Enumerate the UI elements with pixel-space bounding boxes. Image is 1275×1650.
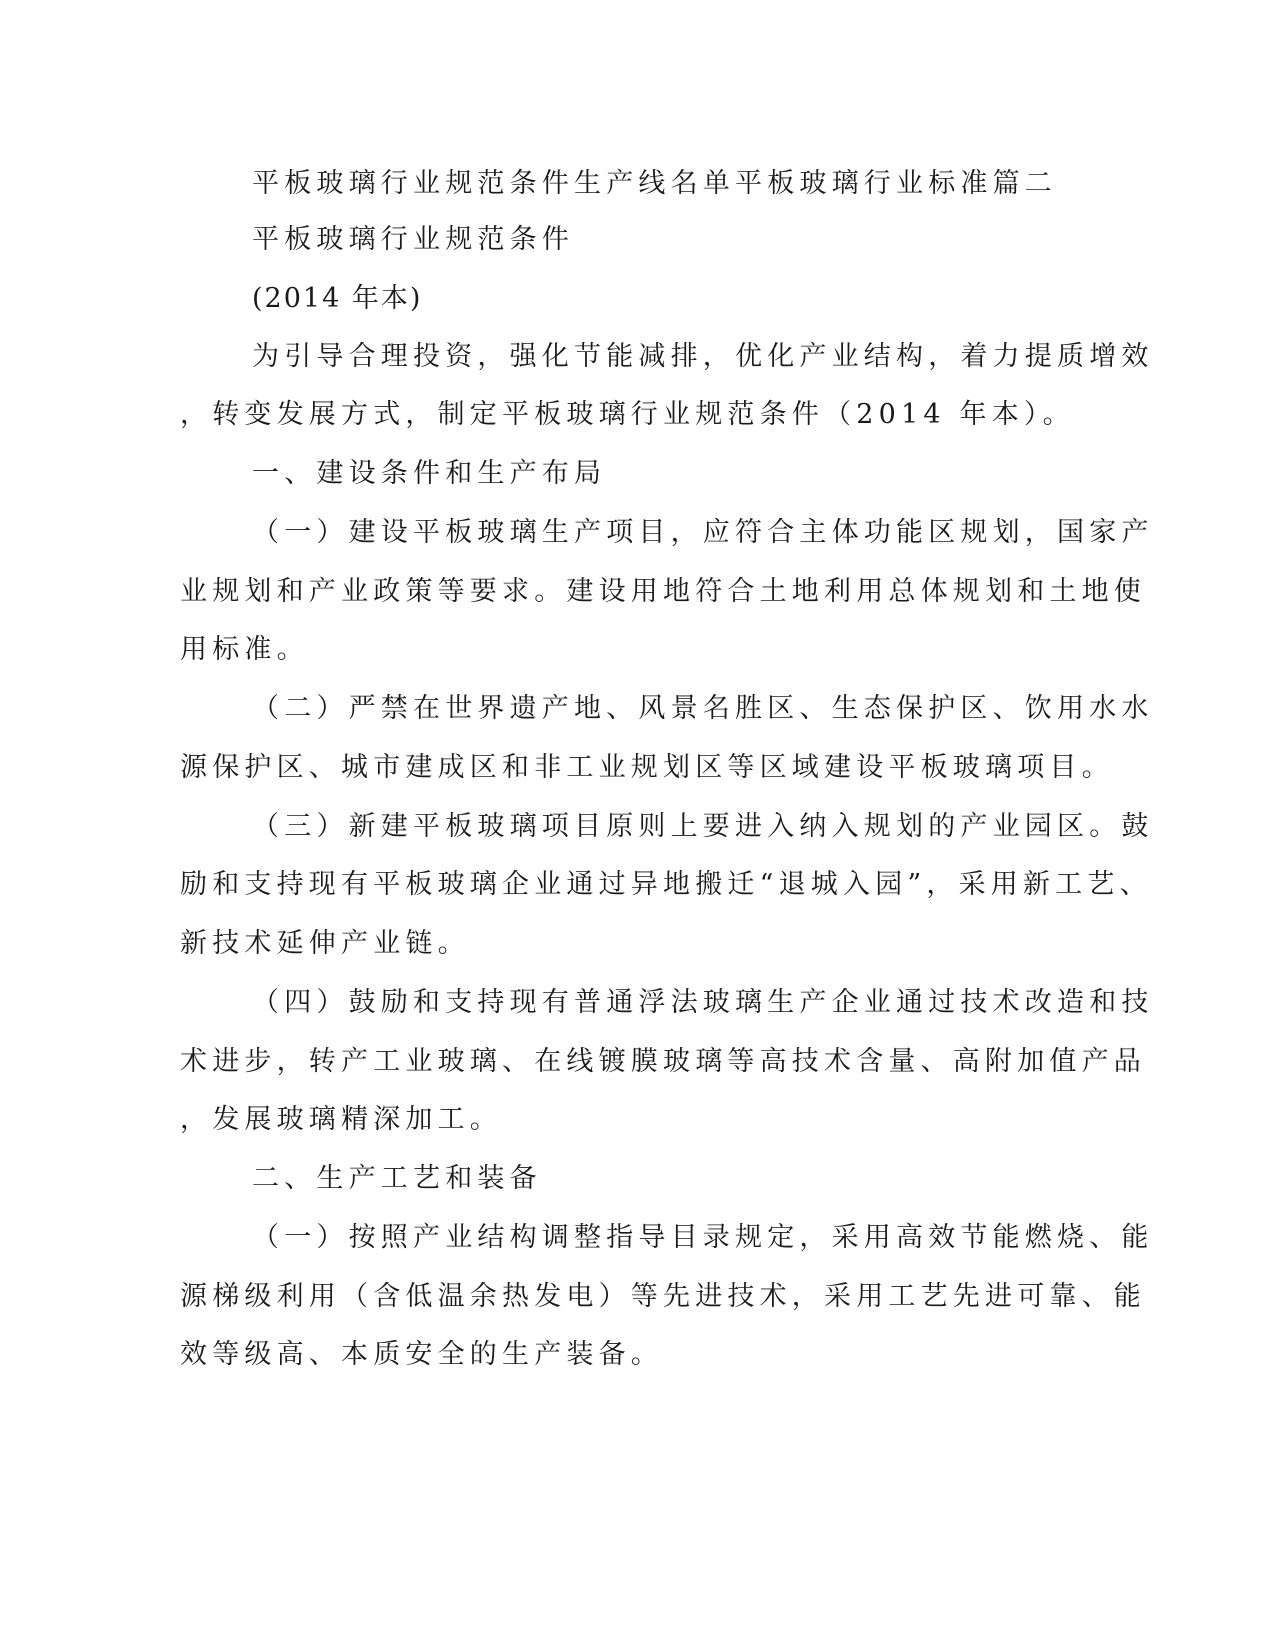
paragraph-line: 励和支持现有平板玻璃企业通过异地搬迁“退城入园”，采用新工艺、 bbox=[180, 869, 1152, 900]
paragraph-line: （一）建设平板玻璃生产项目，应符合主体功能区规划，国家产 bbox=[252, 517, 1154, 548]
paragraph-line: （二）严禁在世界遗产地、风景名胜区、生态保护区、饮用水水 bbox=[252, 693, 1154, 724]
paragraph-line: ，转变发展方式，制定平板玻璃行业规范条件（2014 年本）。 bbox=[180, 399, 1075, 430]
paragraph-line: （四）鼓励和支持现有普通浮法玻璃生产企业通过技术改造和技 bbox=[252, 987, 1154, 1018]
paragraph-line: 业规划和产业政策等要求。建设用地符合土地利用总体规划和土地使 bbox=[180, 576, 1146, 607]
paragraph-line: 用标准。 bbox=[180, 634, 309, 665]
paragraph-line: （三）新建平板玻璃项目原则上要进入纳入规划的产业园区。鼓 bbox=[252, 811, 1154, 842]
paragraph-line: ，发展玻璃精深加工。 bbox=[180, 1104, 502, 1135]
paragraph-line: 效等级高、本质安全的生产装备。 bbox=[180, 1339, 663, 1370]
paragraph-line: 术进步，转产工业玻璃、在线镀膜玻璃等高技术含量、高附加值产品 bbox=[180, 1046, 1146, 1077]
paragraph-line: 为引导合理投资，强化节能减排，优化产业结构，着力提质增效 bbox=[252, 341, 1154, 372]
paragraph-line: 源梯级利用（含低温余热发电）等先进技术，采用工艺先进可靠、能 bbox=[180, 1281, 1146, 1312]
paragraph-line: 新技术延伸产业链。 bbox=[180, 928, 470, 959]
section-heading: 二、生产工艺和装备 bbox=[252, 1163, 542, 1194]
paragraph-line: （一）按照产业结构调整指导目录规定，采用高效节能燃烧、能 bbox=[252, 1222, 1154, 1253]
document-subtitle: 平板玻璃行业规范条件 bbox=[252, 224, 574, 255]
paragraph-line: 源保护区、城市建成区和非工业规划区等区域建设平板玻璃项目。 bbox=[180, 752, 1114, 783]
document-title: 平板玻璃行业规范条件生产线名单平板玻璃行业标准篇二 bbox=[252, 168, 1057, 199]
section-heading: 一、建设条件和生产布局 bbox=[252, 458, 607, 489]
document-edition: (2014 年本) bbox=[252, 283, 423, 314]
